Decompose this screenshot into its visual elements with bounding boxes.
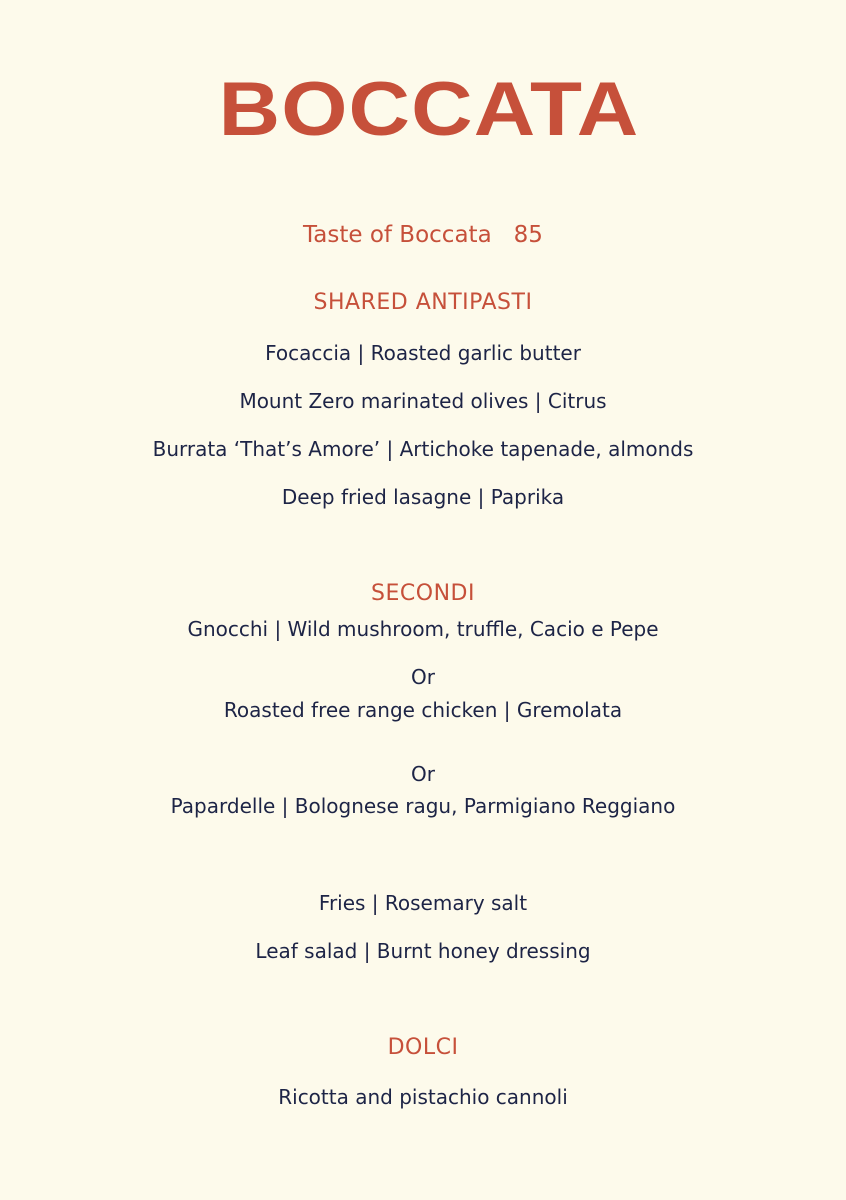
menu-item: Mount Zero marinated olives | Citrus — [239, 389, 607, 413]
restaurant-logo: BOCCATA — [218, 67, 640, 152]
side-item: Fries | Rosemary salt — [318, 891, 528, 915]
menu-item: Deep fried lasagne | Paprika — [281, 485, 565, 509]
menu-price: 85 — [513, 222, 543, 248]
section-heading-secondi: SECONDI — [371, 581, 475, 606]
section-heading-antipasti: SHARED ANTIPASTI — [313, 290, 533, 315]
menu-title — [0, 220, 846, 250]
menu-item: Gnocchi | Wild mushroom, truffle, Cacio e Pepe — [187, 617, 659, 641]
menu-item: Papardelle | Bolognese ragu, Parmigiano Reggiano — [170, 794, 676, 818]
menu-title-text: Taste of Boccata — [303, 222, 492, 248]
side-item: Leaf salad | Burnt honey dressing — [255, 939, 591, 963]
or-separator: Or — [411, 665, 435, 689]
menu-item: Burrata ‘That’s Amore’ | Artichoke tapenade, almonds — [152, 437, 694, 461]
or-separator: Or — [411, 762, 435, 786]
menu-item: Roasted free range chicken | Gremolata — [223, 698, 623, 722]
menu-item: Focaccia | Roasted garlic butter — [265, 341, 581, 365]
menu-item: Ricotta and pistachio cannoli — [278, 1085, 568, 1109]
section-heading-dolci: DOLCI — [387, 1035, 459, 1060]
